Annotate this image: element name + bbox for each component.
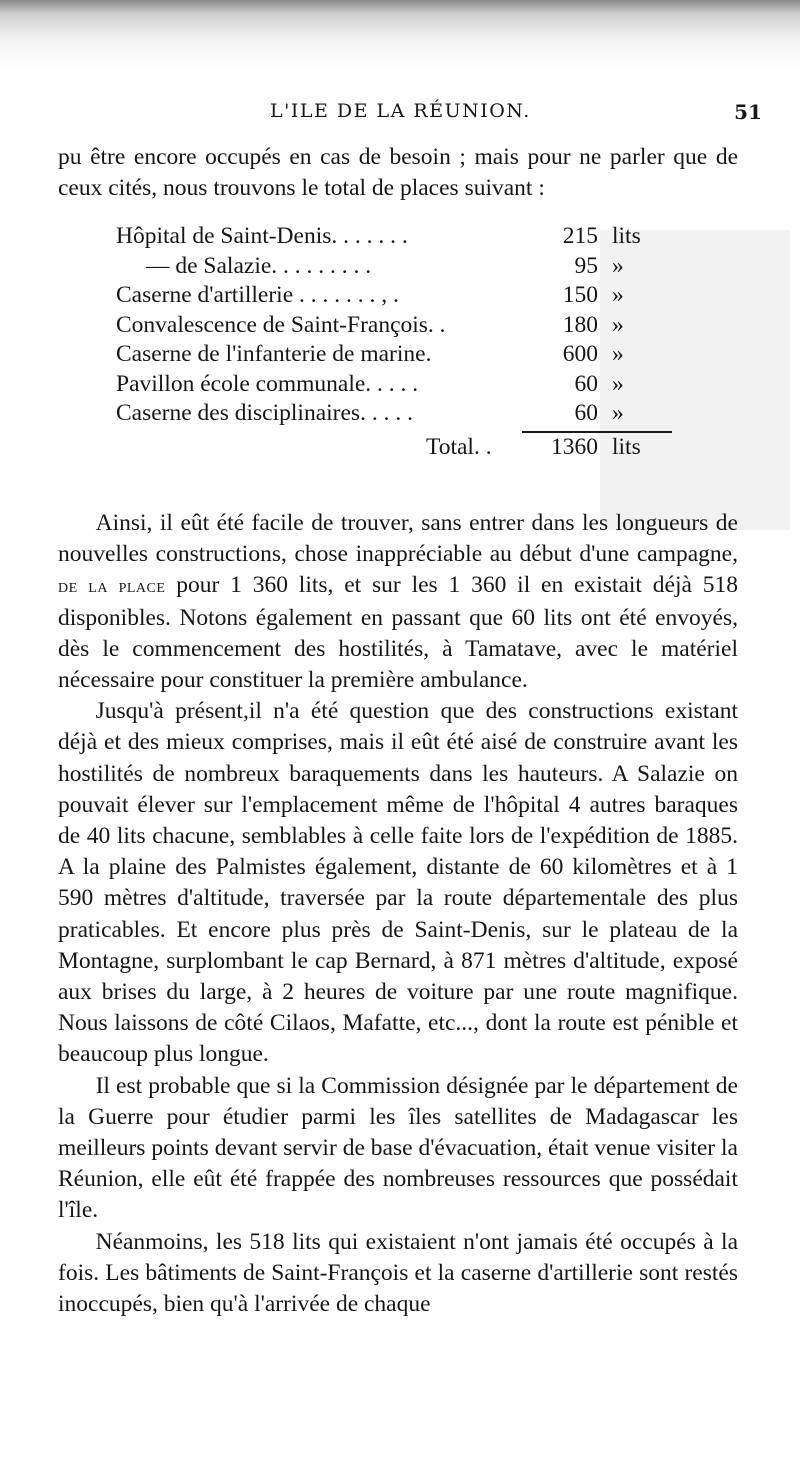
table-row — [116, 281, 676, 311]
unit-label: » — [612, 341, 624, 367]
bed-count-table — [116, 222, 676, 462]
total-row — [116, 433, 676, 463]
table-row — [116, 222, 676, 252]
body-text — [58, 508, 738, 1320]
page-number: 51 — [734, 100, 762, 124]
facility-label: — de Salazie. . . . . . . . . — [146, 252, 372, 279]
bed-count: 215 — [562, 223, 598, 249]
table-row — [116, 311, 676, 341]
running-title: L'ILE DE LA RÉUNION. — [270, 100, 531, 122]
unit-label: » — [612, 282, 624, 308]
facility-label: Hôpital de Saint-Denis. . . . . . . — [116, 223, 408, 249]
bed-count: 180 — [562, 311, 598, 338]
table-row — [116, 340, 676, 370]
unit-label: lits — [612, 433, 641, 460]
bed-count: 60 — [574, 370, 598, 397]
paragraph-jusqua: Jusqu'à présent,il n'a été question que des constructions existant déjà et des mieux comprises, mais il eût été aisé de construire avant les hostilités de nombreux baraquements dans les hauteurs. A Salazie on pouvait élever sur l'emplacement même de l'hôpital 4 autres baraques de 40 lits chacune, semblables à celle faite lors de l'expédition de 1885. A la plaine des Palmistes également, distante de 60 kilomètres et à 1 590 mètres d'altitude, traversée par la route départementale des plus praticables. Et encore plus près de Saint-Denis, sur le plateau de la Montagne, surplombant le cap Bernard, à 871 mètres d'altitude, exposé aux brises du large, à 2 heures de voiture par une route magnifique. Nous laissons de côté Cilaos, Mafatte, etc..., dont la route est pénible et beaucoup plus longue. — [58, 698, 738, 1068]
paragraph-commission: Il est probable que si la Commission désignée par le département de la Guerre pour étudier parmi les îles satellites de Madagascar les meilleurs points devant servir de base d'évacuation, était venue visiter la Réunion, elle eût été frappée des nombreuses ressources que possédait l'île. — [58, 1072, 738, 1224]
total-label: Total. . — [426, 433, 492, 460]
facility-label: Convalescence de Saint-François. . — [116, 311, 446, 338]
unit-label: » — [612, 370, 624, 397]
unit-label: » — [612, 400, 624, 426]
facility-label: Caserne de l'infanterie de marine. — [116, 341, 432, 367]
intro-text: pu être encore occupés en cas de besoin ; mais pour ne parler que de ceux cités, nous trouvons le total de places suivant : — [58, 144, 738, 202]
facility-label: Pavillon école communale. . . . . — [116, 370, 419, 397]
unit-label: lits — [612, 223, 641, 249]
paragraph-ainsi — [58, 508, 738, 696]
smallcaps-phrase: de la place — [58, 575, 166, 598]
paragraph-neanmoins: Néanmoins, les 518 lits qui existaient n'ont jamais été occupés à la fois. Les bâtiments de Saint-François et la caserne d'artillerie sont restés inoccupés, bien qu'à l'arrivée de chaque — [58, 1228, 738, 1318]
unit-label: » — [612, 252, 624, 279]
paragraph-text: pour 1 360 lits, et sur les 1 360 il en existait déjà 518 disponibles. Notons également en passant que 60 lits ont été envoyés, dès le commencement des hostilités, à Tamatave, avec le matériel nécessaire pour constituer la première ambulance. — [58, 572, 738, 694]
facility-label: Caserne d'artillerie . . . . . . . , . — [116, 282, 399, 308]
table-row — [116, 399, 676, 429]
table-row — [116, 252, 676, 282]
bed-count: 150 — [562, 282, 598, 308]
total-count: 1360 — [551, 433, 598, 460]
bed-count: 60 — [574, 400, 598, 426]
paragraph-text: Ainsi, il eût été facile de trouver, sans entrer dans les longueurs de nouvelles constructions, chose inappréciable au début d'une campagne, — [58, 510, 738, 568]
page-header — [58, 100, 762, 130]
facility-label: Caserne des disciplinaires. . . . . — [116, 400, 413, 426]
table-row — [116, 370, 676, 400]
bed-count: 600 — [562, 341, 598, 367]
unit-label: » — [612, 311, 624, 338]
intro-paragraph — [58, 142, 738, 204]
bed-count: 95 — [574, 252, 598, 279]
